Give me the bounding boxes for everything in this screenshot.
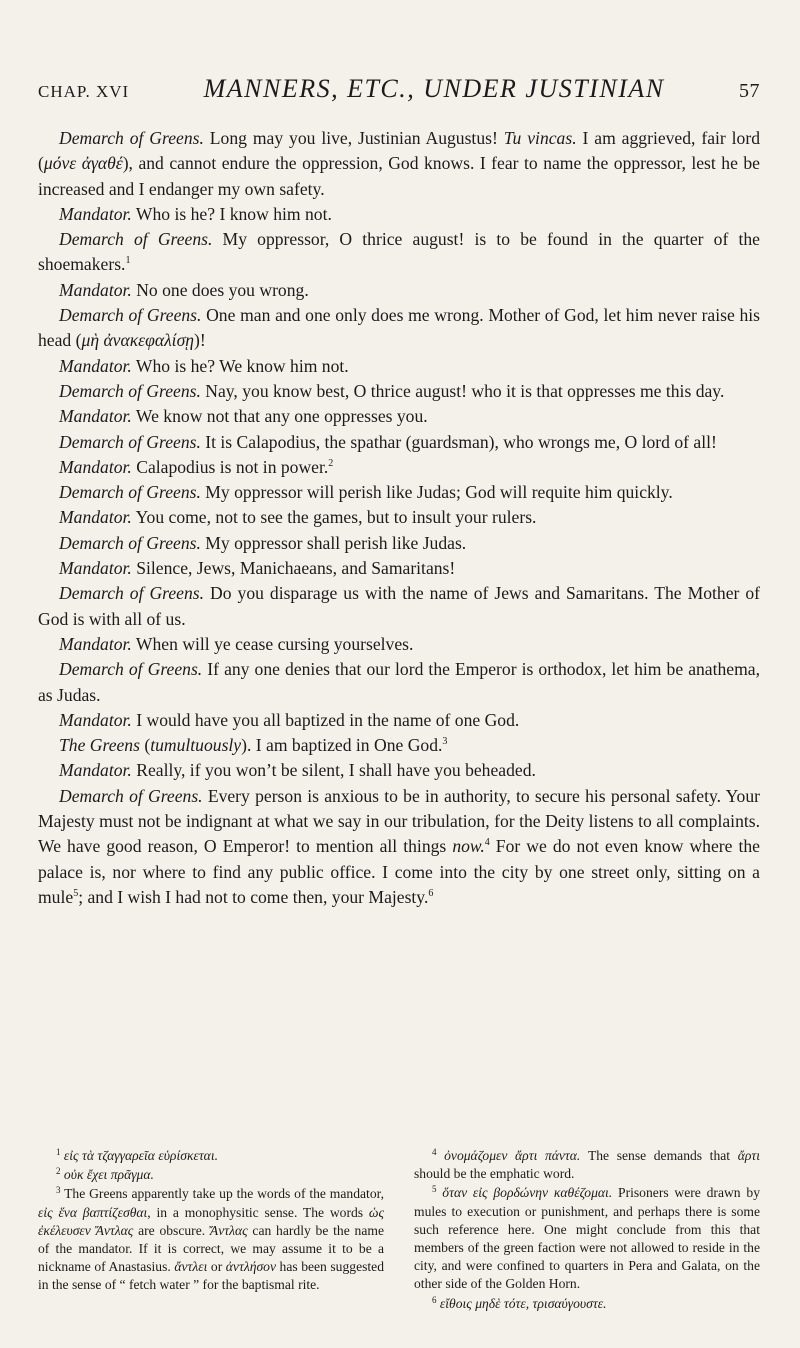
footnote-ref: 5	[432, 1184, 437, 1195]
page-number: 57	[739, 80, 760, 102]
paragraph	[38, 758, 760, 783]
footnote-ref: 2	[328, 457, 334, 469]
text-run: )!	[193, 330, 206, 351]
running-header	[38, 74, 760, 108]
footnote-ref: 6	[432, 1294, 437, 1305]
italic-text: ἀντλήσον	[225, 1259, 276, 1275]
italic-text: The Greens	[59, 735, 140, 756]
text-run: has been suggested in the sense of “ fetch water ” for the baptismal rite.	[38, 1259, 384, 1293]
text-run: Calapodius is not in power.	[131, 456, 329, 477]
text-run: Who is he? We know him not.	[131, 355, 349, 376]
text-run: Who is he? I know him not.	[131, 203, 332, 224]
text-run: For we do not even know where the palace is, nor where to find any public office. I come into the city by one street only, sitting on a mule	[38, 836, 760, 907]
footnote	[38, 1166, 384, 1184]
chapter-label: CHAP. XVI	[38, 82, 130, 101]
text-run: I am aggrieved, fair lord (	[38, 128, 761, 174]
text-run	[437, 1148, 445, 1163]
italic-text: Demarch of Greens.	[59, 229, 213, 250]
paragraph	[38, 455, 760, 480]
italic-text: Ἄντλας	[209, 1222, 248, 1238]
text-run: My oppressor, O thrice august! is to be found in the quarter of the shoemakers.	[38, 229, 760, 275]
italic-text: Mandator.	[59, 507, 132, 528]
italic-text: ἄντλει	[174, 1259, 208, 1275]
footnote-ref: 4	[484, 837, 490, 849]
footnote	[38, 1147, 384, 1165]
italic-text: Mandator.	[59, 456, 132, 477]
italic-text: Demarch of Greens.	[59, 785, 203, 806]
text-run: The Greens apparently take up the words of the mandator,	[60, 1186, 384, 1202]
paragraph	[38, 632, 760, 657]
italic-text: Mandator.	[59, 355, 132, 376]
footnotes-left-column	[38, 1147, 384, 1314]
footnote-ref: 2	[56, 1166, 61, 1177]
footnote	[414, 1147, 760, 1183]
paragraph	[38, 404, 760, 429]
paragraph	[38, 733, 760, 758]
italic-text: Mandator.	[59, 633, 132, 654]
italic-text: Mandator.	[59, 760, 132, 781]
paragraph	[38, 430, 760, 455]
text-run: When will ye cease cursing yourselves.	[131, 633, 414, 654]
paragraph	[38, 303, 760, 354]
paragraph	[38, 784, 760, 910]
footnote-ref: 6	[428, 887, 434, 899]
text-run: No one does you wrong.	[131, 279, 309, 300]
paragraph	[38, 126, 760, 202]
footnote	[414, 1184, 760, 1293]
italic-text: Tu vincas.	[503, 128, 577, 148]
italic-text: tumultuously	[150, 735, 242, 756]
text-run: or	[207, 1259, 226, 1275]
text-run: Silence, Jews, Manichaeans, and Samaritans!	[131, 558, 456, 579]
paragraph	[38, 354, 760, 379]
text-run: Every person is anxious to be in authority, to secure his personal safety. Your Majesty must not be indignant at what we say in our tribulation, for the Deity listens to all complaints. We have good reason, O Emperor! to mention all things	[38, 785, 761, 857]
italic-text: Mandator.	[59, 709, 132, 730]
paragraph	[38, 202, 760, 227]
text-run: Prisoners were drawn by mules to execution or punishment, and perhaps there is some such reference here. One might conclude from this that members of the green faction were not allowed to reside in the city, and were confined to quarters in Pera and Galata, on the other side of the Golden Horn.	[414, 1185, 760, 1292]
italic-text: ὀνομάζομεν ἄρτι πάντα.	[444, 1148, 581, 1163]
italic-text: Mandator.	[59, 406, 132, 427]
italic-text: Demarch of Greens.	[59, 659, 203, 680]
text-run: ). I am baptized in One God.	[241, 735, 443, 756]
text-run: Nay, you know best, O thrice august! who it is that oppresses me this day.	[200, 380, 725, 401]
footnote-ref: 3	[442, 736, 448, 748]
italic-text: Demarch of Greens.	[59, 380, 201, 401]
footnote-ref: 1	[56, 1147, 61, 1157]
italic-text: Mandator.	[59, 203, 132, 224]
running-title: MANNERS, ETC., UNDER JUSTINIAN	[203, 74, 665, 103]
paragraph	[38, 480, 760, 505]
footnotes-right-column	[414, 1147, 760, 1314]
paragraph	[38, 531, 760, 556]
footnote-ref: 4	[432, 1147, 437, 1157]
italic-text: Demarch of Greens.	[59, 128, 204, 148]
footnote-ref: 5	[73, 887, 79, 899]
paragraph	[38, 657, 760, 708]
paragraph	[38, 581, 760, 632]
text-run: My oppressor will perish like Judas; God will requite him quickly.	[200, 482, 673, 503]
text-run: One man and one only does me wrong. Mother of God, let him never raise his head (	[38, 305, 760, 351]
italic-text: εἴθοις μηδὲ τότε, τρισαύγουστε.	[439, 1295, 607, 1311]
paragraph	[38, 556, 760, 581]
italic-text: ὡς ἐκέλευσεν Ἄντλας	[38, 1204, 385, 1238]
italic-text: Demarch of Greens.	[59, 482, 201, 503]
italic-text: Demarch of Greens.	[59, 305, 202, 326]
text-run: You come, not to see the games, but to insult your rulers.	[131, 507, 537, 528]
text-run: ; and I wish I had not to come then, your Majesty.	[78, 886, 429, 907]
italic-text: Demarch of Greens.	[59, 431, 201, 452]
paragraph	[38, 379, 760, 404]
italic-text: μὴ ἀνακεφαλίσῃ	[81, 330, 194, 351]
italic-text: εἰς τὰ τζαγγαρεῖα εὑρίσκεται.	[63, 1148, 218, 1163]
italic-text: ἄρτι	[737, 1148, 760, 1163]
italic-text: Mandator.	[59, 558, 132, 579]
text-run: Do you disparage us with the name of Jews and Samaritans. The Mother of God is with all of us.	[38, 583, 761, 629]
text-run: can hardly be the name of the mandator. If it is correct, we may assume it to be a nickname of Anastasius.	[38, 1222, 384, 1275]
paragraph	[38, 505, 760, 530]
footnote	[414, 1295, 760, 1313]
text-run: If any one denies that our lord the Emperor is orthodox, let him be anathema, as Judas.	[38, 659, 761, 705]
text-run: My oppressor shall perish like Judas.	[200, 532, 467, 553]
paragraph	[38, 708, 760, 733]
italic-text: μόνε ἀγαθέ	[43, 153, 123, 174]
italic-text: now.	[452, 836, 485, 857]
paragraph	[38, 278, 760, 303]
text-run: I would have you all baptized in the name of one God.	[131, 709, 520, 730]
italic-text: Demarch of Greens.	[59, 532, 201, 553]
italic-text: Demarch of Greens.	[59, 583, 205, 604]
text-run: are obscure.	[133, 1222, 210, 1238]
italic-text: οὐκ ἔχει πρᾶγμα.	[63, 1167, 154, 1183]
text-run: should be the emphatic word.	[414, 1166, 575, 1182]
footnote-ref: 1	[125, 255, 131, 267]
footnotes	[38, 1147, 760, 1314]
text-run: , in a monophysitic sense. The words	[147, 1204, 369, 1220]
footnote	[38, 1185, 384, 1294]
italic-text: ὅταν εἰς βορδώνην καθέζομαι.	[442, 1185, 613, 1201]
text-run: We know not that any one oppresses you.	[131, 406, 428, 427]
text-run: (	[139, 735, 151, 756]
text-run: The sense demands that	[580, 1148, 738, 1163]
body-text	[38, 126, 760, 910]
text-run: Really, if you won’t be silent, I shall have you beheaded.	[131, 760, 536, 781]
text-run: ), and cannot endure the oppression, God knows. I fear to name the oppressor, lest he be increased and I endanger my own safety.	[38, 153, 760, 199]
italic-text: εἰς ἕνα βαπτίζεσθαι	[38, 1204, 148, 1220]
text-run: It is Calapodius, the spathar (guardsman), who wrongs me, O lord of all!	[200, 431, 717, 452]
italic-text: Mandator.	[59, 279, 132, 300]
footnote-ref: 3	[56, 1185, 61, 1196]
paragraph	[38, 227, 760, 278]
text-run: Long may you live, Justinian Augustus!	[203, 128, 504, 148]
